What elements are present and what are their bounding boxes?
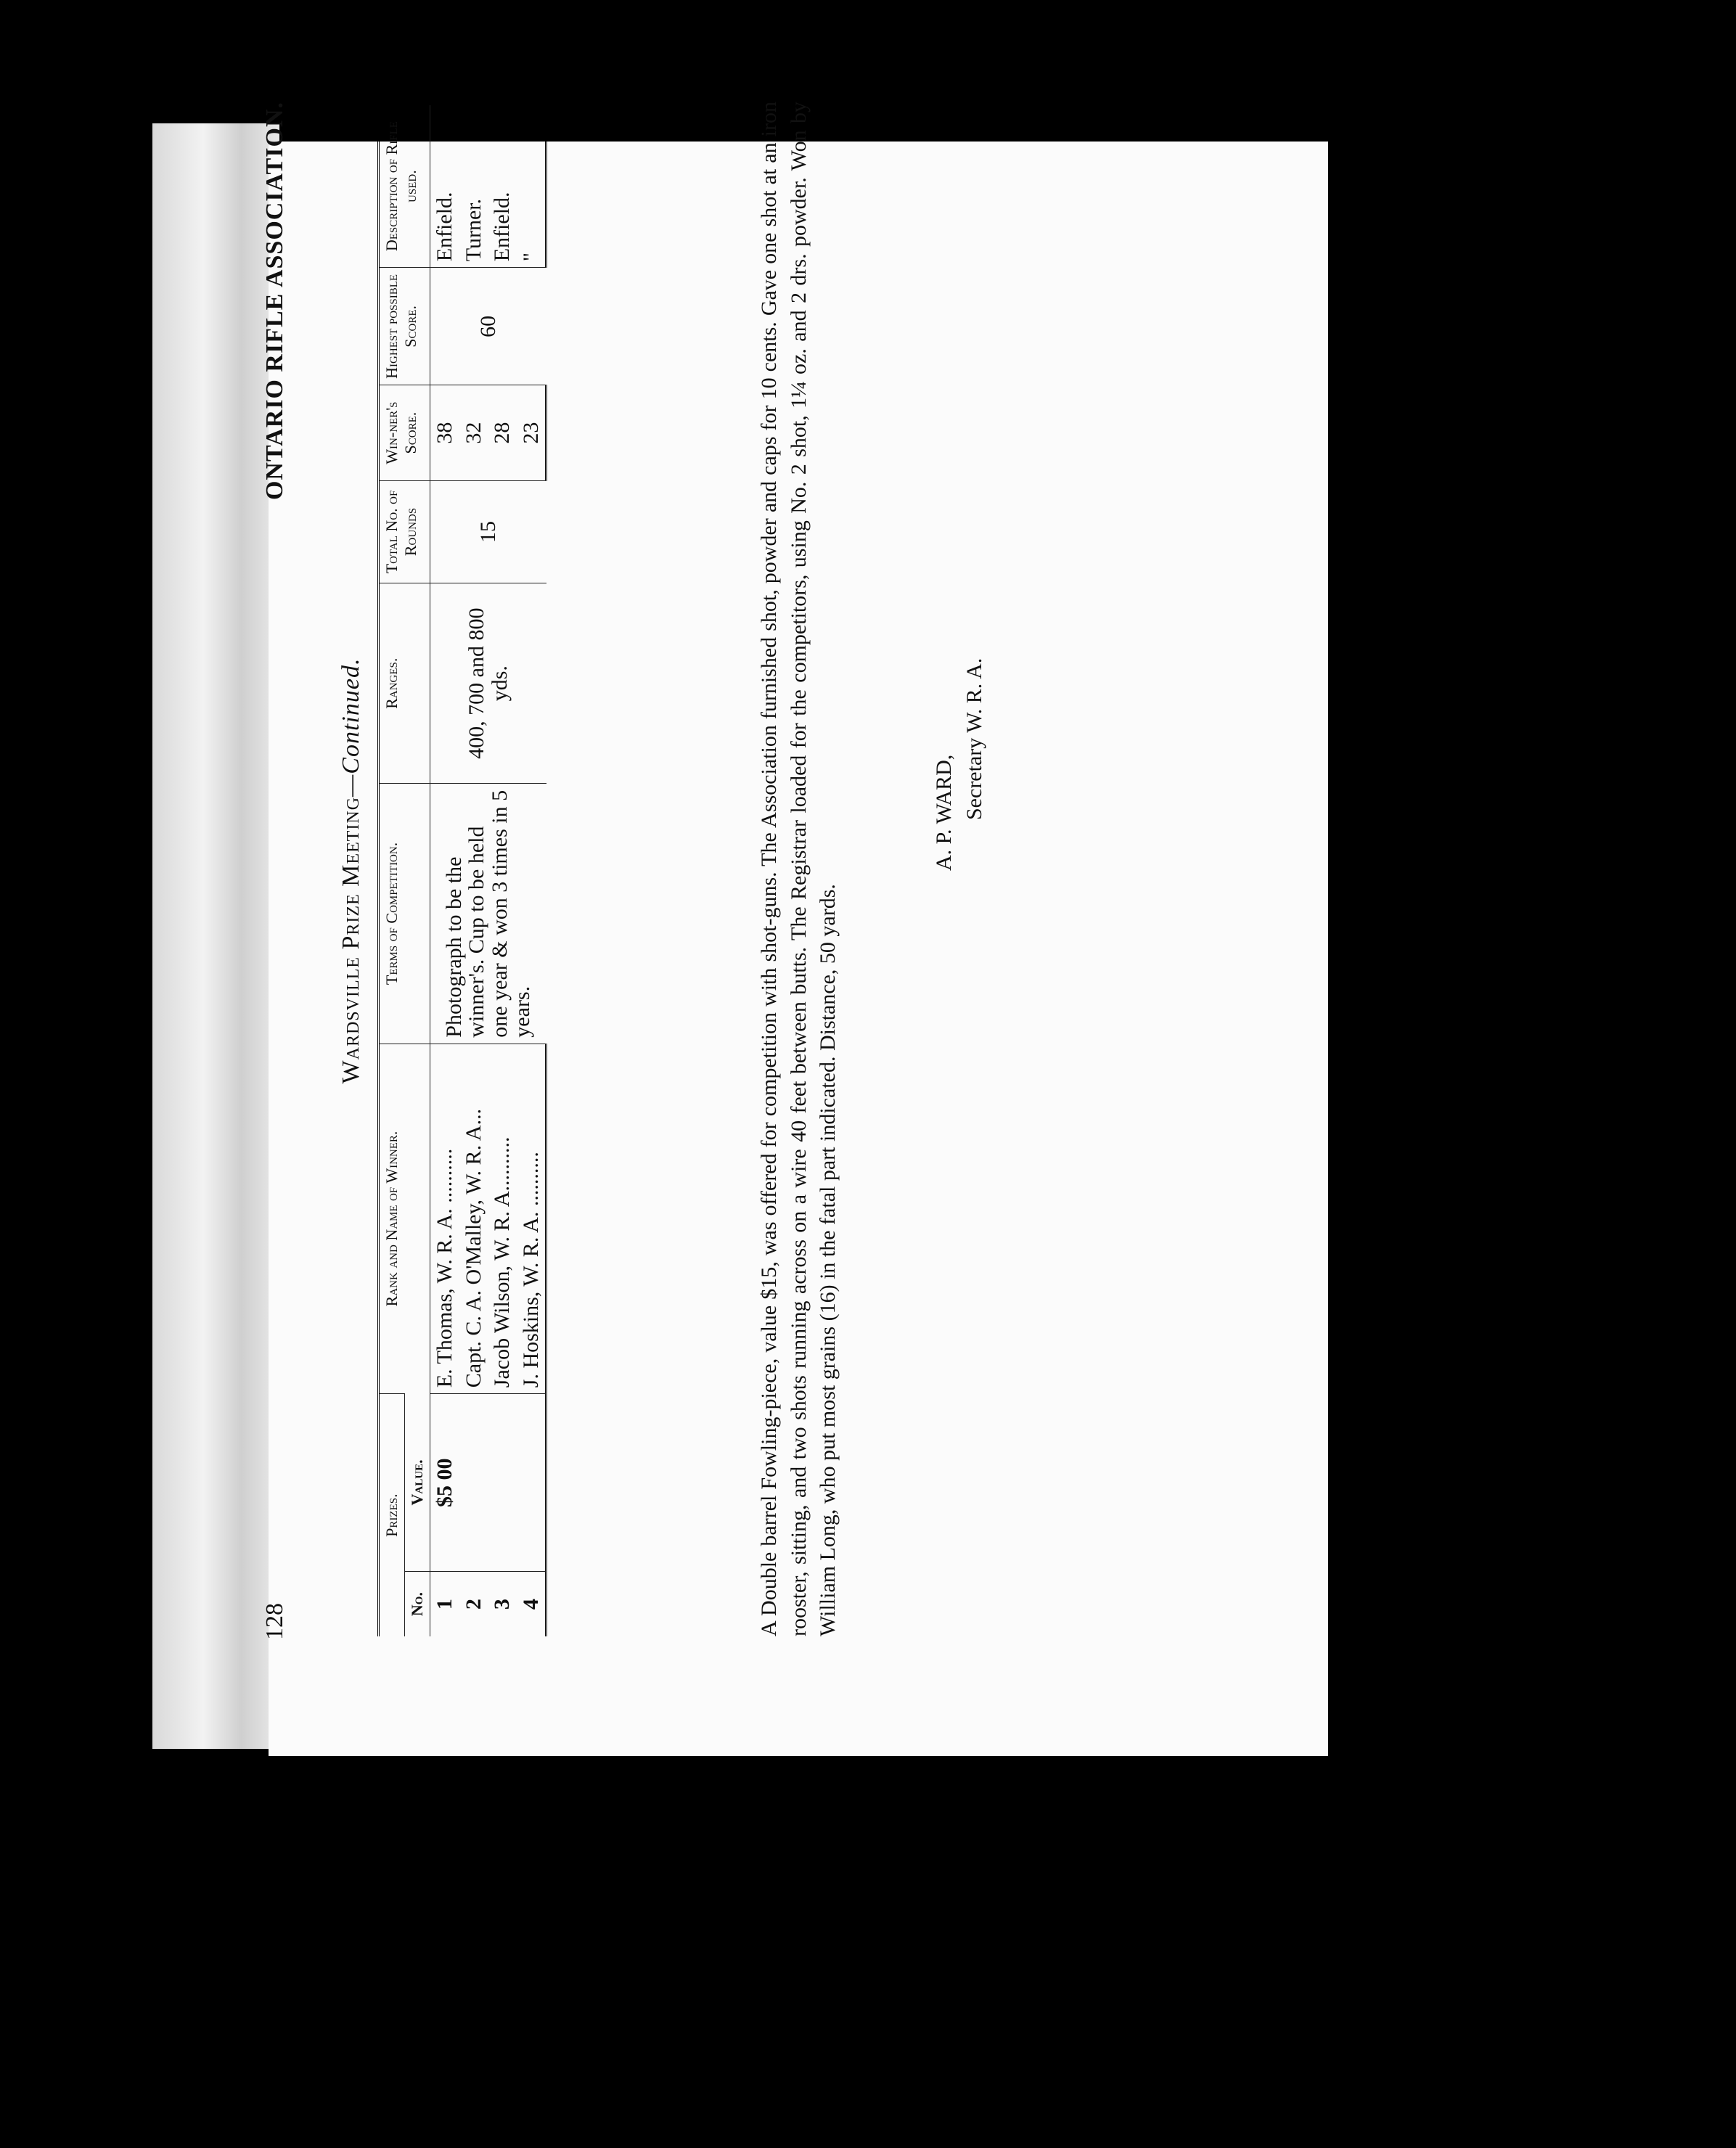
header-description: Description of Rifle used. (379, 105, 430, 268)
row-score: 28 (488, 385, 517, 480)
row-no: 1 (430, 1572, 459, 1636)
running-head: ONTARIO RIFLE ASSOCIATION. (261, 102, 288, 501)
header-terms: Terms of Competition. (379, 784, 430, 1044)
signature-name: A. P. WARD, (932, 754, 956, 871)
prize-table (377, 105, 547, 1636)
row-description: Turner. (461, 198, 486, 262)
header-prizes: Prizes. (379, 1394, 405, 1636)
row-value (517, 1394, 546, 1572)
header-no: No. (405, 1572, 430, 1636)
row-name: Jacob Wilson, W. R. A.......... (488, 1044, 517, 1394)
row-value (459, 1394, 488, 1572)
signature-title: Secretary W. R. A. (962, 657, 986, 820)
highest-cell: 60 (430, 268, 546, 385)
row-value (488, 1394, 517, 1572)
row-description: " (517, 105, 546, 268)
signature-block (929, 658, 990, 871)
terms-cell: Photograph to be the winner's. Cup to be held one year & won 3 times in 5 years. (430, 784, 546, 1044)
row-score: 38 (430, 385, 459, 480)
header-ranges: Ranges. (379, 583, 430, 784)
table-title (337, 73, 365, 1669)
page-header (261, 102, 305, 1640)
row-name: J. Hoskins, W. R. A. .......... (517, 1044, 546, 1394)
ranges-cell: 400, 700 and 800 yds. (430, 583, 546, 784)
row-value: $5 00 (430, 1394, 459, 1572)
table-title-main: Wardsville Prize Meeting (337, 796, 364, 1084)
row-no: 4 (517, 1572, 546, 1636)
row-no: 2 (459, 1572, 488, 1636)
row-description: Enfield. (490, 192, 514, 262)
row-score: 32 (459, 385, 488, 480)
header-name: Rank and Name of Winner. (379, 1044, 430, 1394)
header-score: Win-ner's Score. (379, 385, 430, 480)
fowling-piece-paragraph: A Double barrel Fowling-piece, value $15, was offered for competition with shot-guns. The Association furnished shot, powder and caps for 10 cents. Gave one shot at an iron rooster, sitting, and two shots running across on a wire 40 feet between butts. The Registrar loaded for the competitors, using No. 2 shot, 1¼ oz. and 2 drs. powder. Won by William Long, who put most grains (16) in the fatal part indicated. Distance, 50 yards. (757, 102, 840, 1636)
header-highest: Highest possible Score. (379, 268, 430, 385)
row-score: 23 (517, 385, 546, 480)
rounds-cell: 15 (430, 480, 546, 583)
row-name: Capt. C. A. O'Malley, W. R. A... (459, 1044, 488, 1394)
page-number: 128 (261, 1603, 288, 1640)
row-no: 3 (488, 1572, 517, 1636)
header-rounds: Total No. of Rounds (379, 480, 430, 583)
row-description: Enfield. (433, 192, 456, 262)
row-name: E. Thomas, W. R. A. .......... (430, 1044, 459, 1394)
header-value: Value. (405, 1394, 430, 1572)
table-title-continued: —Continued. (337, 657, 364, 797)
table-row (430, 105, 459, 1636)
rotated-page-content (254, 73, 1270, 1669)
